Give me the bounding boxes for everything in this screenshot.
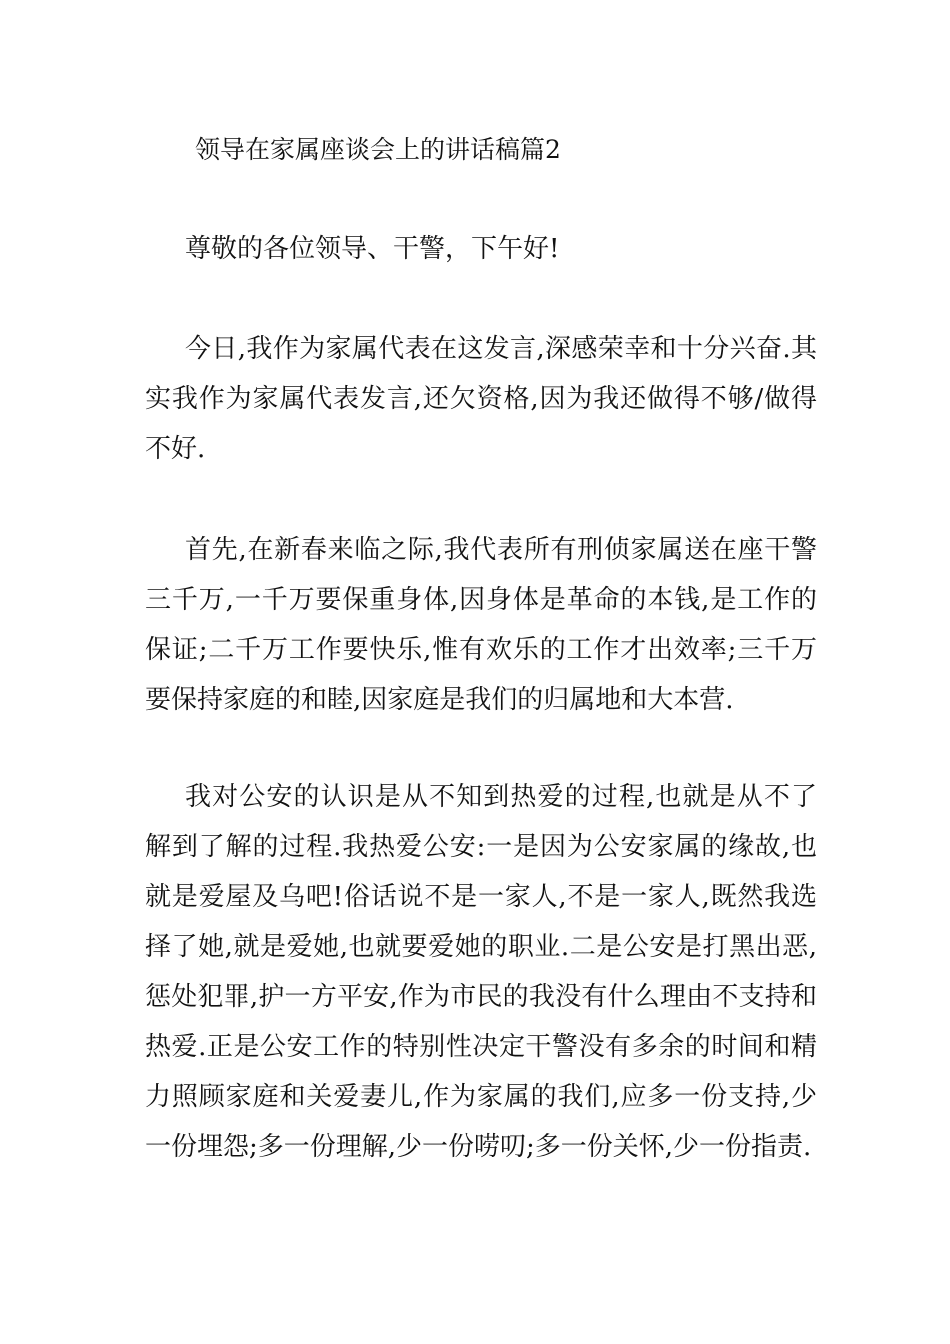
- paragraph-opening: 今日,我作为家属代表在这发言,深感荣幸和十分兴奋.其实我作为家属代表发言,还欠资格,因为我还做得不够/做得不好.: [145, 334, 817, 464]
- document-title: 领导在家属座谈会上的讲话稿篇2: [195, 135, 561, 164]
- paragraph-new-year-wishes: 首先,在新春来临之际,我代表所有刑侦家属送在座干警三千万,一千万要保重身体,因身体是革命的本钱,是工作的保证;二千万工作要快乐,惟有欢乐的工作才出效率;三千万要保持家庭的和睦,因家庭是我们的归属地和大本营.: [145, 535, 817, 715]
- paragraph-greeting: 尊敬的各位领导、干警，下午好!: [185, 234, 560, 264]
- paragraph-understanding-police: 我对公安的认识是从不知到热爱的过程,也就是从不了解到了解的过程.我热爱公安:一是因为公安家属的缘故,也就是爱屋及乌吧!俗话说不是一家人,不是一家人,既然我选择了她,就是爱她,也就要爱她的职业.二是公安是打黑出恶,惩处犯罪,护一方平安,作为市民的我没有什么理由不支持和热爱.正是公安工作的特别性决定干警没有多余的时间和精力照顾家庭和关爱妻儿,作为家属的我们,应多一份支持,少一份埋怨;多一份理解,少一份唠叨;多一份关怀,少一份指责.: [145, 782, 817, 1162]
